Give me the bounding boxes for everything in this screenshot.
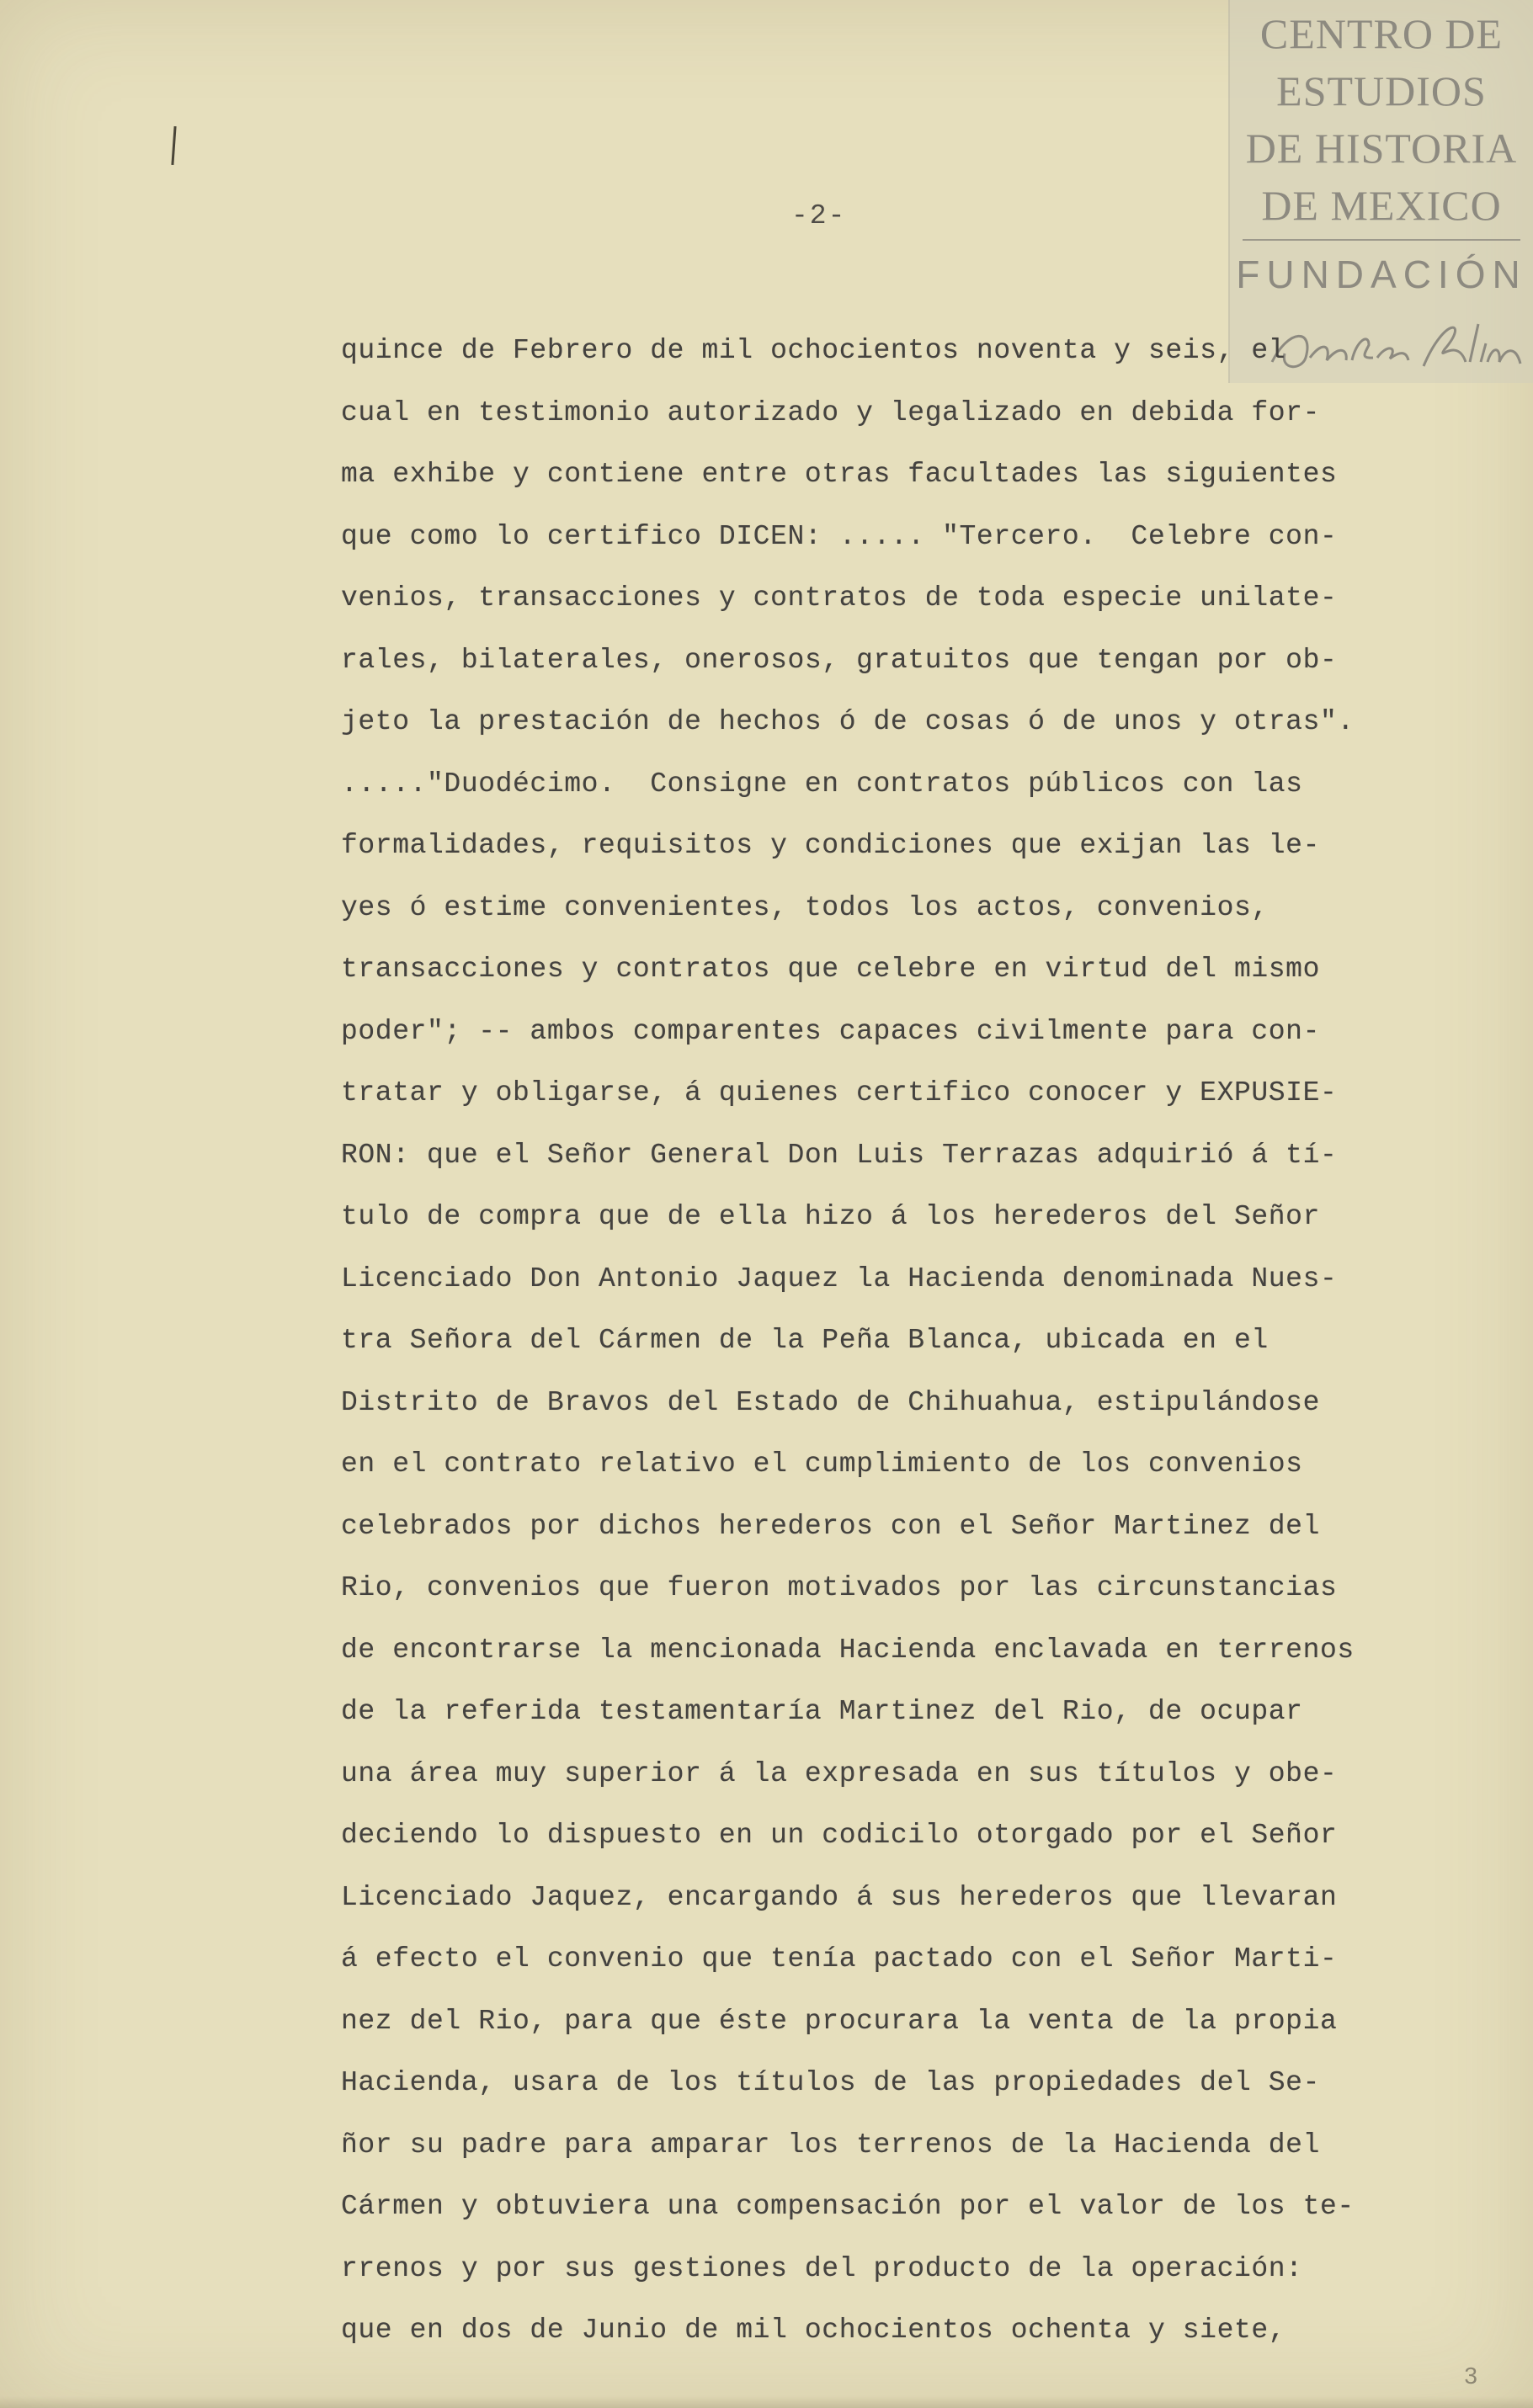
text-line: que en dos de Junio de mil ochocientos ochenta y siete, [341, 2315, 1286, 2346]
text-line: formalidades, requisitos y condiciones que exijan las le- [341, 830, 1320, 861]
stamp-line-2: ESTUDIOS [1276, 67, 1487, 114]
text-line: ....."Duodécimo. Consigne en contratos públicos con las [341, 768, 1303, 800]
typewritten-body [341, 320, 1435, 2362]
text-line: transacciones y contratos que celebre en virtud del mismo [341, 954, 1320, 985]
text-line: quince de Febrero de mil ochocientos noventa y seis, el [341, 335, 1286, 366]
text-line: celebrados por dichos herederos con el Señor Martinez del [341, 1510, 1320, 1542]
text-line: Rio, convenios que fueron motivados por las circunstancias [341, 1572, 1338, 1603]
text-line: ñor su padre para amparar los terrenos de la Hacienda del [341, 2129, 1320, 2161]
text-line: Licenciado Jaquez, encargando á sus herederos que llevaran [341, 1881, 1338, 1913]
text-line: Licenciado Don Antonio Jaquez la Hacienda denominada Nues- [341, 1262, 1338, 1294]
text-line: rales, bilaterales, onerosos, gratuitos que tengan por ob- [341, 644, 1338, 676]
text-line: yes ó estime convenientes, todos los actos, convenios, [341, 891, 1269, 923]
text-line: RON: que el Señor General Don Luis Terrazas adquirió á tí- [341, 1139, 1338, 1171]
text-line: de la referida testamentaría Martinez del Rio, de ocupar [341, 1696, 1303, 1727]
text-line: jeto la prestación de hechos ó de cosas ó de unos y otras". [341, 706, 1355, 737]
text-line: tratar y obligarse, á quienes certifico conocer y EXPUSIE- [341, 1077, 1338, 1108]
text-line: Hacienda, usara de los títulos de las propiedades del Se- [341, 2067, 1320, 2098]
bottom-edge-shadow [0, 2396, 1533, 2408]
stamp-line-3: DE HISTORIA [1245, 125, 1518, 172]
text-line: una área muy superior á la expresada en sus títulos y obe- [341, 1757, 1338, 1789]
text-line: nez del Rio, para que éste procurara la venta de la propia [341, 2005, 1338, 2037]
text-line: deciendo lo dispuesto en un codicilo otorgado por el Señor [341, 1820, 1338, 1851]
text-line: Distrito de Bravos del Estado de Chihuahua, estipulándose [341, 1386, 1320, 1418]
text-line: cual en testimonio autorizado y legalizado en debida for- [341, 396, 1320, 428]
stamp-divider [1243, 239, 1520, 241]
text-line: tulo de compra que de ella hizo á los herederos del Señor [341, 1201, 1320, 1232]
text-line: de encontrarse la mencionada Hacienda enclavada en terrenos [341, 1634, 1355, 1666]
margin-tick-mark [171, 126, 176, 165]
text-line: poder"; -- ambos comparentes capaces civilmente para con- [341, 1015, 1320, 1047]
text-line: que como lo certifico DICEN: ..... "Tercero. Celebre con- [341, 520, 1338, 552]
page-number: -2- [791, 200, 847, 231]
text-line: en el contrato relativo el cumplimiento de los convenios [341, 1449, 1303, 1480]
archive-page-number: 3 [1464, 2363, 1477, 2389]
text-line: á efecto el convenio que tenía pactado con el Señor Marti- [341, 1943, 1338, 1975]
stamp-fundacion: FUNDACIÓN [1236, 252, 1527, 296]
stamp-line-4: DE MEXICO [1261, 182, 1502, 229]
text-line: venios, transacciones y contratos de toda especie unilate- [341, 582, 1338, 614]
text-line: rrenos y por sus gestiones del producto de la operación: [341, 2252, 1303, 2284]
text-line: Cármen y obtuviera una compensación por el valor de los te- [341, 2191, 1355, 2222]
text-line: ma exhibe y contiene entre otras facultades las siguientes [341, 459, 1338, 490]
text-line: tra Señora del Cármen de la Peña Blanca, ubicada en el [341, 1325, 1269, 1356]
stamp-line-1: CENTRO DE [1259, 10, 1504, 57]
